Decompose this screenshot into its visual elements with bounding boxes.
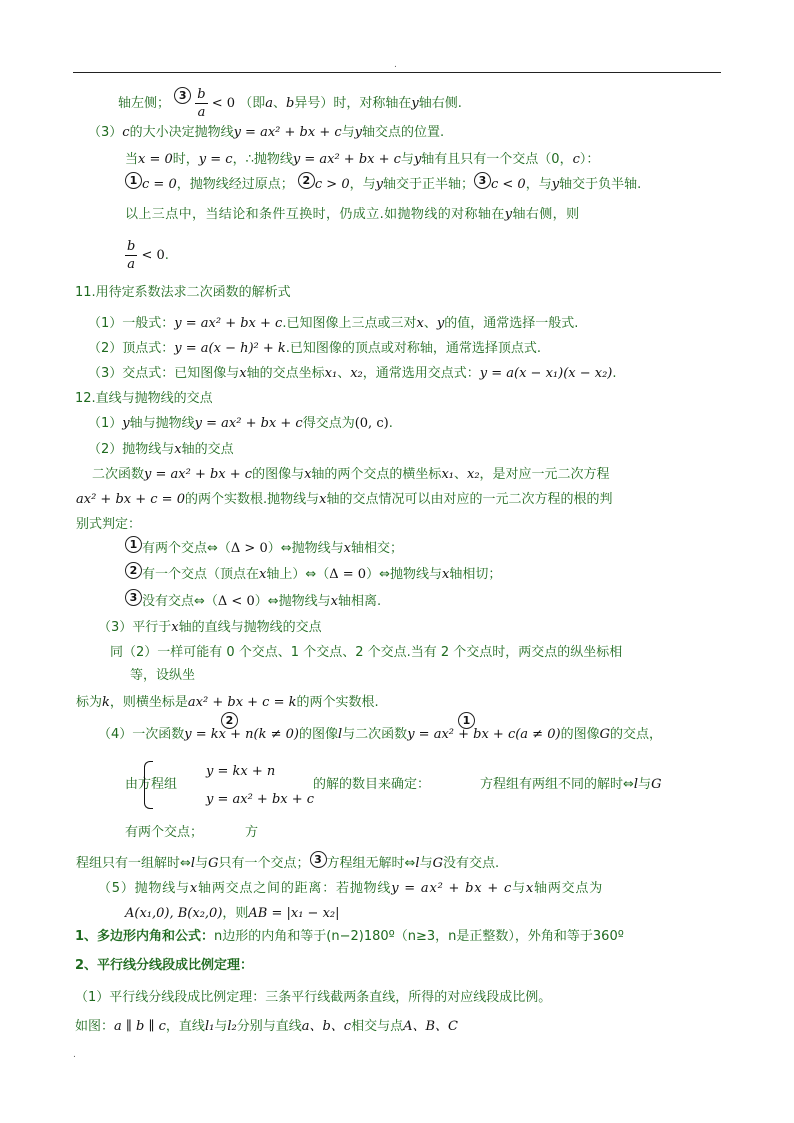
circled-number-icon: 2 (298, 172, 315, 189)
circled-number-icon: 3 (174, 87, 191, 104)
line-parallel-to-x: （3）平行于x轴的直线与抛物线的交点 (98, 620, 322, 635)
section-3-c-heading: （3）c的大小决定抛物线y = ax² + bx + c与y轴交点的位置. (88, 125, 445, 140)
line-when-x-zero: 当x = 0时，y = c，∴抛物线y = ax² + bx + c与y轴有且只有一个交点（0，c）： (125, 152, 600, 167)
circled-number-icon: 2 (221, 712, 238, 729)
footer-dot: . (73, 1050, 76, 1060)
line-distance-formula: A(x₁,0), B(x₂,0)，则AB = |x₁ − x₂| (125, 906, 340, 921)
heading-parallel-theorem: 2、平行线分线段成比例定理： (75, 958, 254, 973)
line-one-intersection: 2 有一个交点（顶点在x轴上）⇔（Δ = 0）⇔抛物线与x轴相切； (125, 566, 501, 584)
line-polygon-angle: 1、多边形内角和公式：n边形的内角和等于(n−2)180º（n≥3，n是正整数），外角和等于360º (75, 929, 624, 944)
line-intercept-form: （3）交点式：已知图像与x轴的交点坐标x₁、x₂，通常选用交点式：y = a(x − x₁)(x − x₂). (88, 366, 617, 381)
system-equation-1: y = kx + n (206, 764, 276, 779)
line-c-cases: 1 c = 0，抛物线经过原点； 2 c > 0，与y轴交于正半轴； 3 c < 0，与y轴交于负半轴. (125, 176, 641, 194)
line-two-points: 有两个交点； 方 (125, 825, 259, 840)
circled-number-icon: 3 (310, 851, 327, 868)
circled-number-icon: 1 (125, 172, 142, 189)
line-axis-left: 轴左侧； 3 $\frac{b}{a}$ < 0 （即a、b异号）时，对称轴在y轴右侧. (118, 87, 462, 120)
circled-number-icon: 2 (125, 562, 142, 579)
line-one-solution: 程组只有一组解时⇔l与G只有一个交点； 3 方程组无解时⇔l与G没有交点. (76, 853, 500, 871)
header-dot: . (394, 60, 397, 70)
heading-11: 11.用待定系数法求二次函数的解析式 (75, 285, 291, 300)
system-two-solutions: 方程组有两组不同的解时⇔l与G (480, 777, 662, 792)
line-discriminant: 别式判定： (76, 517, 142, 532)
line-theorem-statement: （1）平行线分线段成比例定理：三条平行线截两条直线，所得的对应线段成比例。 (75, 990, 552, 1005)
system-equation-2: y = ax² + bx + c (206, 792, 315, 807)
fraction-b-over-a: $\frac{b}{a}$ (197, 87, 206, 120)
line-linear-quadratic: （4）一次函数y = kx + n(k ≠ 0)的图像l与二次函数y = ax² + bx + c(a ≠ 0)的图像G的交点， (98, 727, 662, 742)
line-y-axis-intersection: （1）y轴与抛物线y = ax² + bx + c得交点为(0, c). (88, 416, 393, 431)
circled-number-icon: 3 (474, 172, 491, 189)
circled-number-icon: 1 (458, 712, 475, 729)
line-figure-description: 如图：a ∥ b ∥ c，直线l₁与l₂分别与直线a、b、c相交与点A、B、C (75, 1019, 458, 1034)
line-vertex-form: （2）顶点式：y = a(x − h)² + k.已知图像的顶点或对称轴，通常选择顶点式. (88, 341, 542, 356)
circled-number-icon: 3 (125, 589, 142, 606)
circled-number-icon: 1 (125, 536, 142, 553)
line-general-form: （1）一般式：y = ax² + bx + c.已知图像上三点或三对x、y的值，通常选择一般式. (88, 316, 579, 331)
line-quadratic-roots: 二次函数y = ax² + bx + c的图像与x轴的两个交点的横坐标x₁、x₂，是对应一元二次方程 (92, 467, 610, 482)
line-same-as-2: 同（2）一样可能有 0 个交点、1 个交点、2 个交点.当有 2 个交点时，两交点的纵坐标相 (110, 645, 623, 660)
brace-icon (144, 761, 153, 809)
line-x-axis-intersection: （2）抛物线与x轴的交点 (88, 442, 234, 457)
system-label: 由方程组 (125, 777, 178, 792)
line-b-over-a-negative: $\frac{b}{a}$ < 0. (127, 239, 169, 272)
line-equal-ordinate: 等，设纵坐 (130, 668, 196, 683)
line-conclusion: 以上三点中，当结论和条件互换时，仍成立.如抛物线的对称轴在y轴右侧，则 (125, 207, 580, 222)
line-no-intersection: 3 没有交点⇔（Δ < 0）⇔抛物线与x轴相离. (125, 593, 381, 611)
line-two-intersections: 1 有两个交点⇔（Δ > 0）⇔抛物线与x轴相交； (125, 540, 403, 558)
line-distance: （5）抛物线与x轴两交点之间的距离：若抛物线y = ax² + bx + c与x轴两交点为 (98, 881, 604, 896)
fraction-b-over-a: $\frac{b}{a}$ (127, 239, 136, 272)
line-real-roots: ax² + bx + c = 0的两个实数根.抛物线与x轴的交点情况可以由对应的一元二次方程的根的判 (76, 492, 613, 507)
header-rule (73, 72, 721, 73)
system-solution-count: 的解的数目来确定： (313, 777, 431, 792)
heading-12: 12.直线与抛物线的交点 (75, 391, 213, 406)
line-ordinate-k: 标为k，则横坐标是ax² + bx + c = k的两个实数根. (76, 695, 379, 710)
